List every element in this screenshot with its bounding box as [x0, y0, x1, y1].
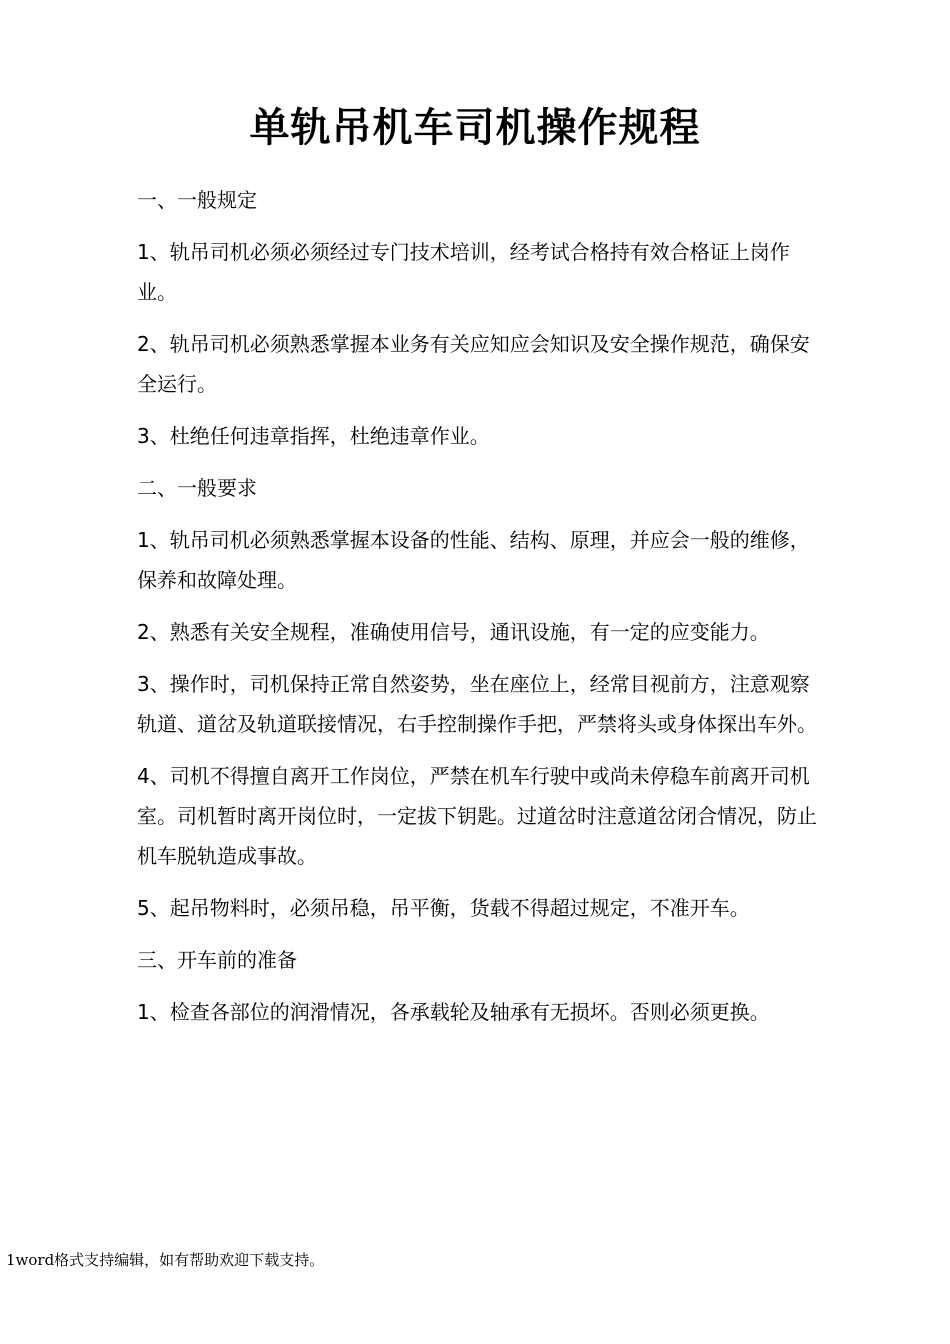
paragraph: 2、熟悉有关安全规程，准确使用信号，通讯设施，有一定的应变能力。	[137, 620, 770, 644]
section-heading-general-requirements: 二、一般要求	[137, 476, 257, 500]
paragraph: 3、杜绝任何违章指挥，杜绝违章作业。	[137, 424, 490, 448]
document-body	[137, 180, 827, 1044]
document-title: 单轨吊机车司机操作规程	[249, 105, 701, 151]
section-heading-pre-start-preparation: 三、开车前的准备	[137, 948, 297, 972]
paragraph: 1、轨吊司机必须熟悉掌握本设备的性能、结构、原理，并应会一般的维修，保养和故障处理。	[137, 528, 810, 592]
section-heading-general-rules: 一、一般规定	[137, 188, 257, 212]
paragraph: 5、起吊物料时，必须吊稳，吊平衡，货载不得超过规定，不准开车。	[137, 896, 750, 920]
paragraph: 3、操作时，司机保持正常自然姿势，坐在座位上，经常目视前方，注意观察轨道、道岔及轨道联接情况，右手控制操作手把，严禁将头或身体探出车外。	[137, 672, 817, 736]
paragraph: 4、司机不得擅自离开工作岗位，严禁在机车行驶中或尚未停稳车前离开司机室。司机暂时离开岗位时，一定拔下钥匙。过道岔时注意道岔闭合情况，防止机车脱轨造成事故。	[137, 764, 817, 868]
paragraph: 1、轨吊司机必须必须经过专门技术培训，经考试合格持有效合格证上岗作业。	[137, 240, 790, 304]
paragraph: 2、轨吊司机必须熟悉掌握本业务有关应知应会知识及安全操作规范，确保安全运行。	[137, 332, 810, 396]
page-footer: 1word格式支持编辑，如有帮助欢迎下载支持。	[6, 1251, 325, 1269]
paragraph: 1、检查各部位的润滑情况，各承载轮及轴承有无损坏。否则必须更换。	[137, 1000, 770, 1024]
